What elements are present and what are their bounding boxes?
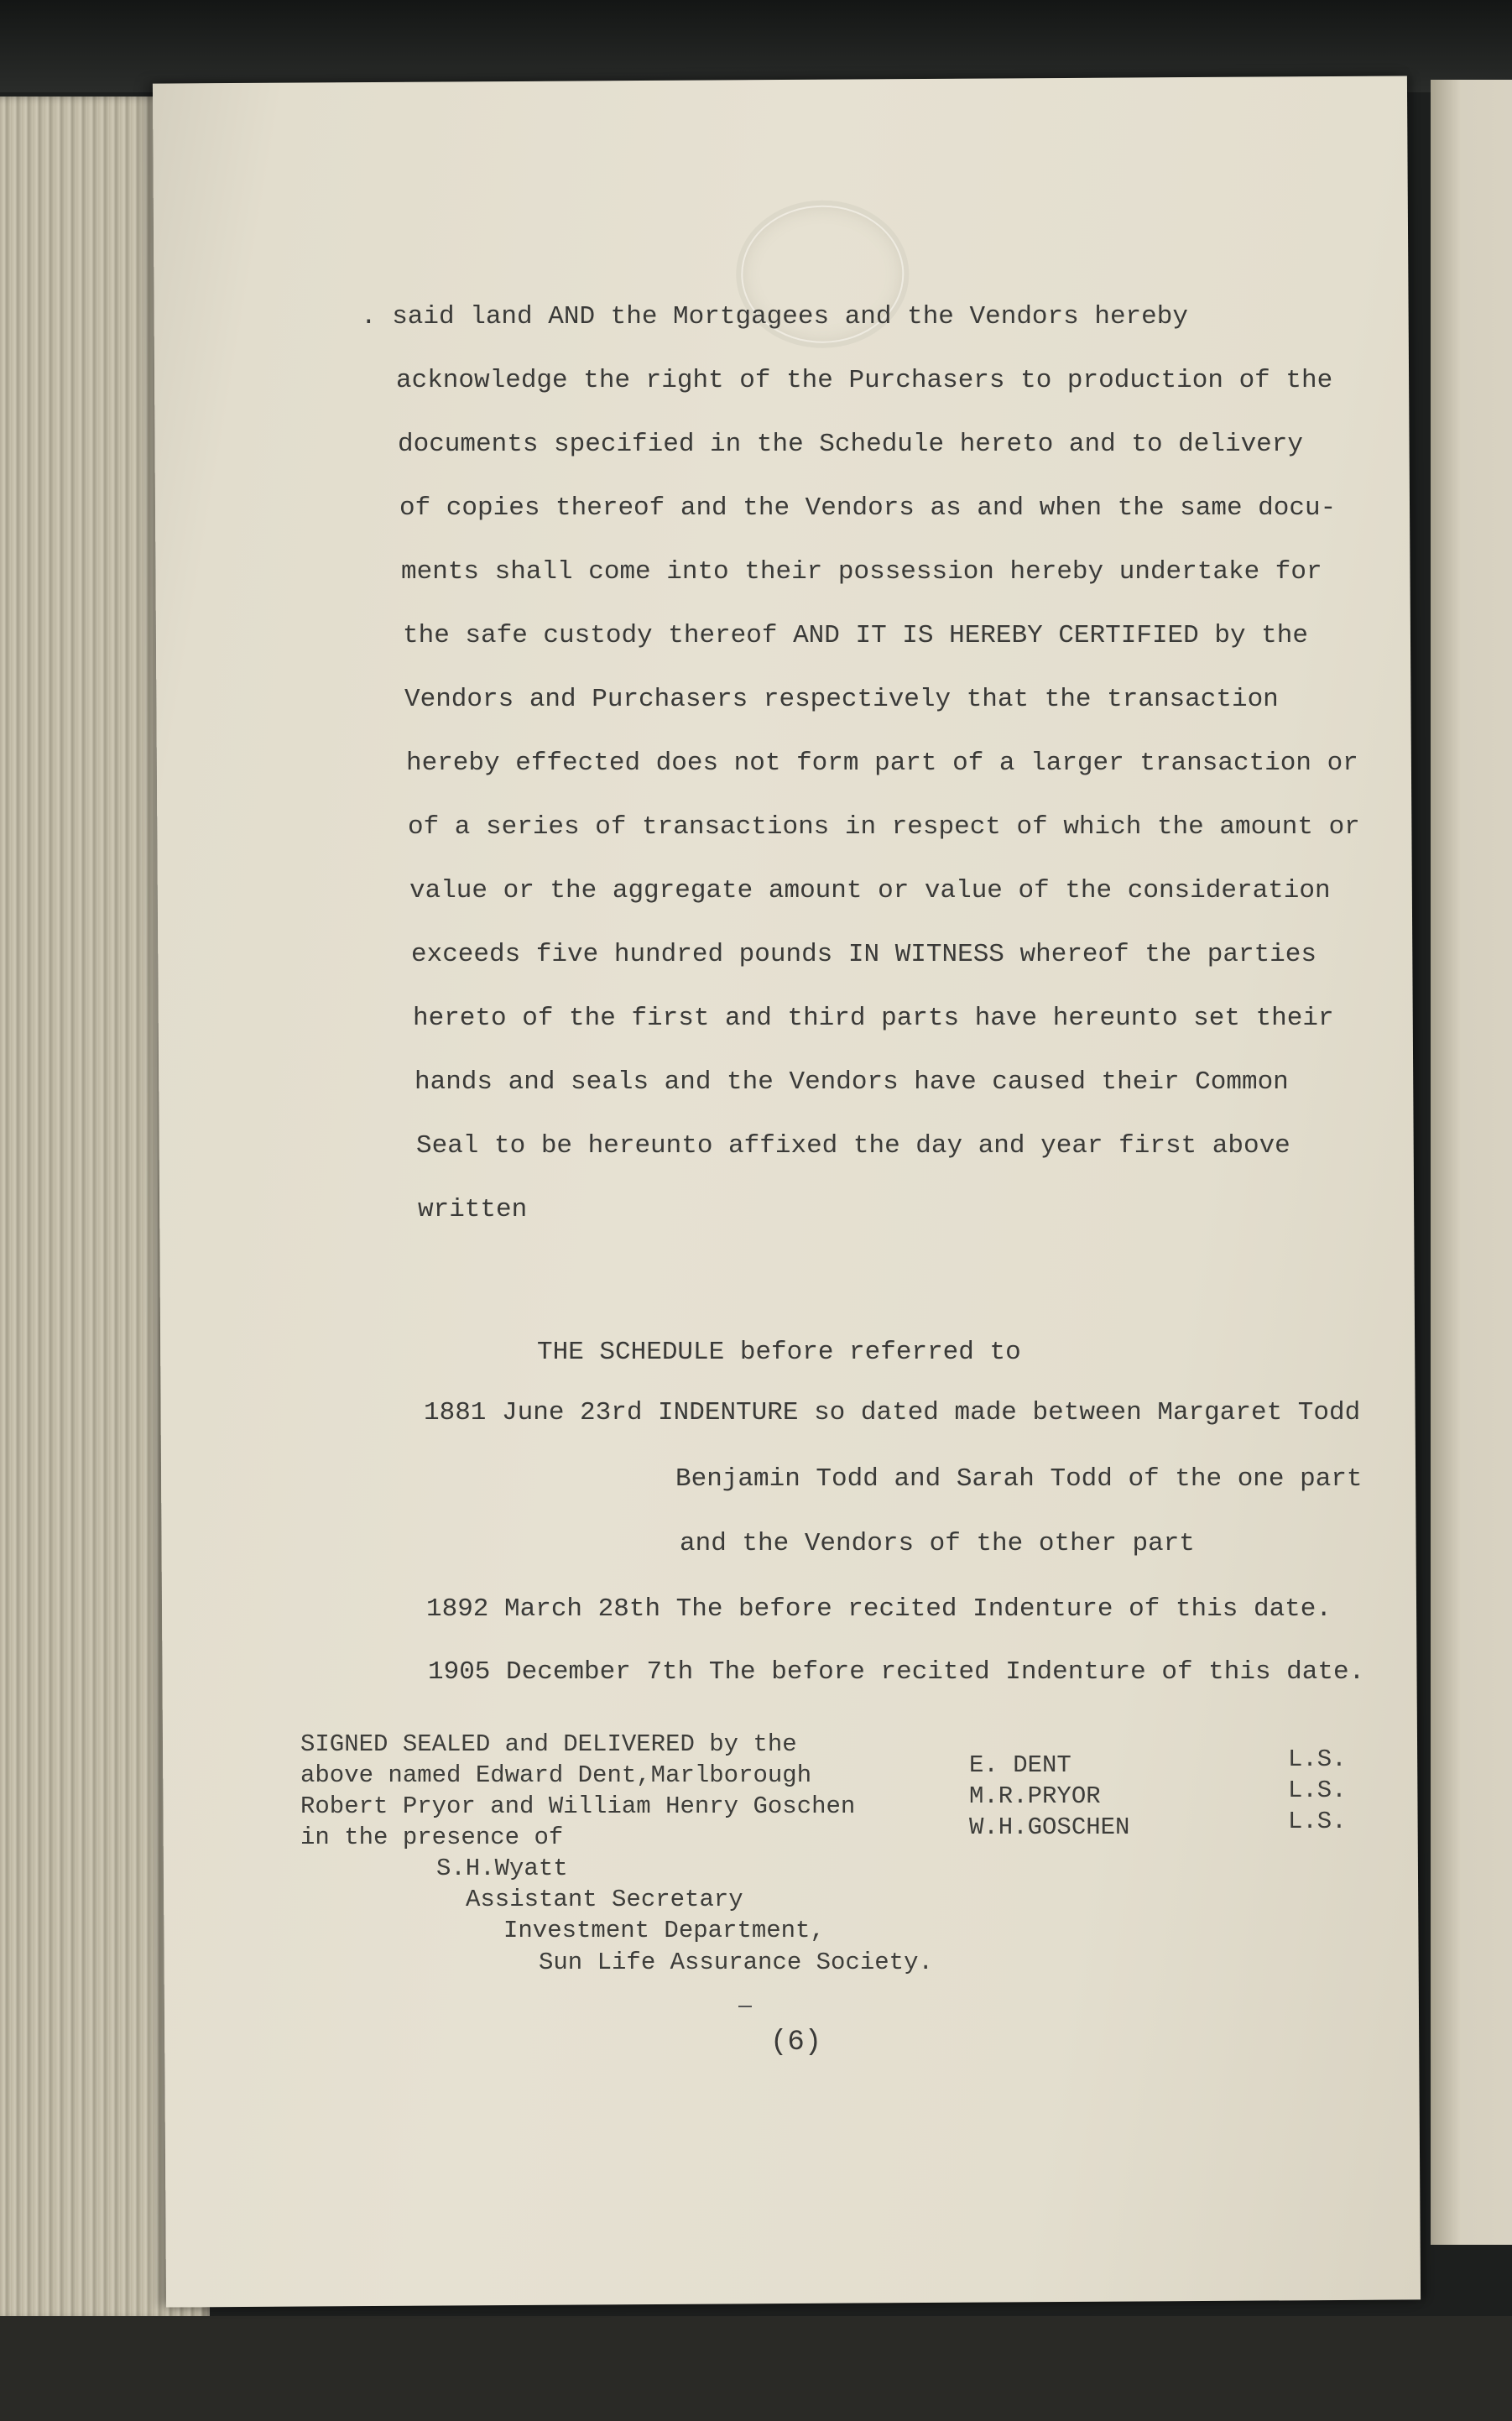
attestation-line: above named Edward Dent,Marlborough xyxy=(300,1761,812,1789)
signatory: W.H.GOSCHEN xyxy=(969,1813,1130,1841)
deed-line: of a series of transactions in respect of which the amount or xyxy=(408,812,1360,842)
deed-line: the safe custody thereof AND IT IS HEREBY CERTIFIED by the xyxy=(403,621,1308,650)
deed-line: exceeds five hundred pounds IN WITNESS whereof the parties xyxy=(411,940,1316,969)
deed-body-text xyxy=(235,285,1360,1242)
attestation-line: SIGNED SEALED and DELIVERED by the xyxy=(300,1730,797,1758)
attestation-line: Robert Pryor and William Henry Goschen xyxy=(300,1792,856,1820)
deed-line: of copies thereof and the Vendors as and when the same docu- xyxy=(399,493,1337,523)
facing-page-edge xyxy=(1431,80,1512,2245)
schedule-entry-continued: Benjamin Todd and Sarah Todd of the one part xyxy=(675,1464,1363,1494)
deed-line: hereto of the first and third parts have hereunto set their xyxy=(413,1004,1334,1033)
seal-markers xyxy=(1288,1744,1347,1837)
schedule-heading: THE SCHEDULE before referred to xyxy=(537,1338,1021,1367)
deed-line: value or the aggregate amount or value of the consideration xyxy=(409,876,1331,905)
witness-society: Sun Life Assurance Society. xyxy=(539,1949,933,1976)
witness-department: Investment Department, xyxy=(503,1917,825,1944)
deed-line: . said land AND the Mortgagees and the Vendors hereby xyxy=(361,302,1188,331)
signatory-names xyxy=(969,1750,1129,1843)
schedule-entry-continued: and the Vendors of the other part xyxy=(680,1529,1195,1558)
deed-line: acknowledge the right of the Purchasers to production of the xyxy=(396,366,1333,395)
deed-line: hands and seals and the Vendors have caused their Common xyxy=(414,1067,1289,1097)
schedule-entry: 1881 June 23rd INDENTURE so dated made between Margaret Todd xyxy=(424,1398,1361,1427)
deed-line: Seal to be hereunto affixed the day and year first above xyxy=(416,1131,1290,1161)
attestation-line: in the presence of xyxy=(300,1824,564,1851)
deed-line: documents specified in the Schedule hereto and to delivery xyxy=(398,430,1303,459)
witness-name: S.H.Wyatt xyxy=(436,1855,568,1882)
deed-line: Vendors and Purchasers respectively that the transaction xyxy=(404,685,1279,714)
page-number: (6) xyxy=(770,2027,822,2058)
schedule-entry: 1905 December 7th The before recited Indenture of this date. xyxy=(428,1657,1365,1687)
signatory: M.R.PRYOR xyxy=(969,1782,1101,1810)
divider-dash xyxy=(738,2006,752,2007)
signatory: E. DENT xyxy=(969,1751,1071,1779)
seal-marker: L.S. xyxy=(1288,1777,1347,1804)
attestation-clause xyxy=(300,1729,855,1853)
deed-line: hereby effected does not form part of a larger transaction or xyxy=(406,749,1358,778)
seal-marker: L.S. xyxy=(1288,1808,1347,1835)
scanner-bottom-edge xyxy=(0,2316,1512,2421)
schedule-entry: 1892 March 28th The before recited Indenture of this date. xyxy=(426,1594,1332,1624)
seal-marker: L.S. xyxy=(1288,1745,1347,1773)
witness-title: Assistant Secretary xyxy=(466,1886,743,1913)
deed-line: written xyxy=(418,1195,528,1224)
deed-line: ments shall come into their possession hereby undertake for xyxy=(401,557,1322,587)
